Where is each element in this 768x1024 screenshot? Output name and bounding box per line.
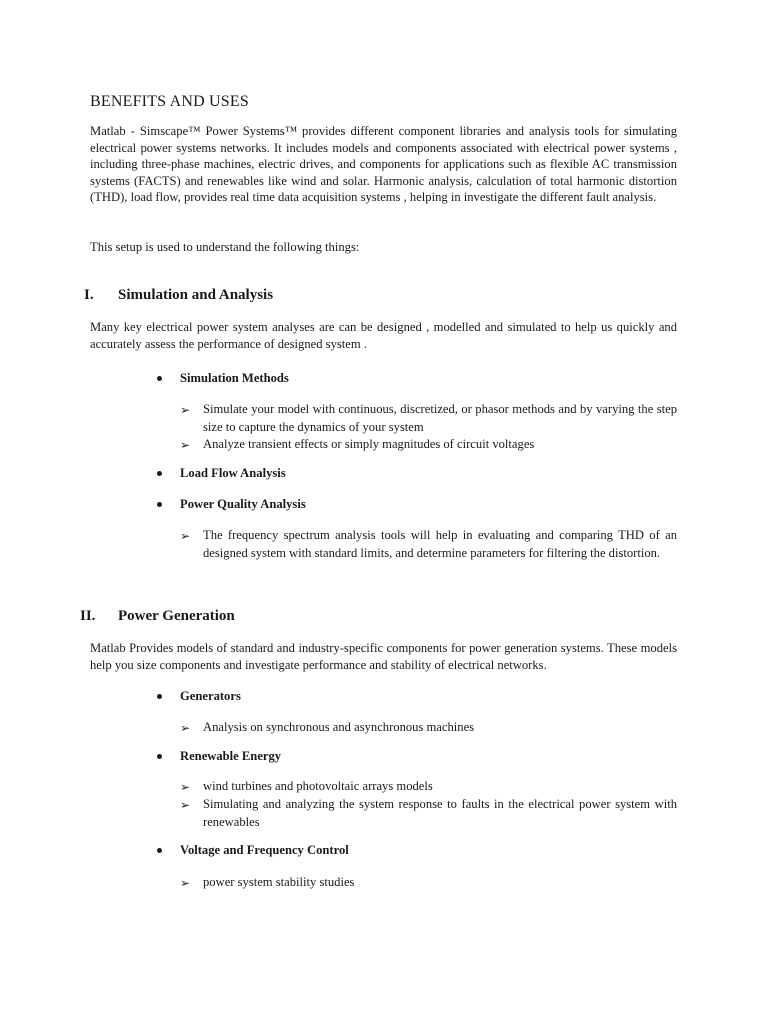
arrow-bullet-icon: ➢ [180, 721, 191, 735]
bullet-dot-icon [157, 694, 162, 699]
sub-item-text: Analyze transient effects or simply magnitudes of circuit voltages [203, 437, 535, 451]
bullet-label: Simulation Methods [180, 371, 289, 385]
sub-item-text: Simulating and analyzing the system response to faults in the electrical power system with renewables [203, 797, 677, 829]
bullet-label: Power Quality Analysis [180, 497, 306, 511]
bullet-label: Renewable Energy [180, 749, 282, 763]
sub-item [180, 796, 677, 831]
sub-item [180, 874, 677, 892]
setup-line: This setup is used to understand the following things: [90, 240, 360, 254]
section-description: Many key electrical power system analyses are can be designed , modelled and simulated to help us quickly and accurately assess the performance of designed system . [90, 320, 677, 351]
sub-item [180, 436, 677, 454]
intro-paragraph: Matlab - Simscape™ Power Systems™ provides different component libraries and analysis tools for simulating electrical power systems networks. It includes models and components associated with electrical power systems , including three-phase machines, electric drives, and components for applications such as flexible AC transmission systems (FACTS) and renewables like wind and solar. Harmonic analysis, calculation of total harmonic distortion (THD), load flow, provides real time data acquisition systems , helping in investigate the different fault analysis. [90, 124, 677, 204]
bullet-label: Generators [180, 689, 241, 703]
sub-item [180, 778, 677, 796]
section-title: Power Generation [118, 608, 235, 624]
bullet-dot-icon [157, 502, 162, 507]
section-number: I. [84, 287, 94, 303]
sub-item-text: Analysis on synchronous and asynchronous machines [203, 720, 475, 734]
document-title: BENEFITS AND USES [90, 93, 249, 110]
arrow-bullet-icon: ➢ [180, 780, 191, 794]
sub-item-text: power system stability studies [203, 875, 355, 889]
section-description: Matlab Provides models of standard and industry-specific components for power generation systems. These models help you size components and investigate performance and stability of electrical networks. [90, 641, 677, 672]
bullet-dot-icon [157, 848, 162, 853]
sub-item [180, 401, 677, 436]
sub-item-text: Simulate your model with continuous, discretized, or phasor methods and by varying the step size to capture the dynamics of your system [203, 402, 677, 434]
arrow-bullet-icon: ➢ [180, 529, 191, 543]
bullet-label: Load Flow Analysis [180, 466, 286, 480]
sub-item-text: The frequency spectrum analysis tools will help in evaluating and comparing THD of an designed system with standard limits, and determine parameters for filtering the distortion. [203, 528, 677, 560]
sub-item [180, 719, 677, 737]
sub-item-text: wind turbines and photovoltaic arrays models [203, 779, 433, 793]
sub-item [180, 527, 677, 562]
bullet-label: Voltage and Frequency Control [180, 843, 349, 857]
arrow-bullet-icon: ➢ [180, 438, 191, 452]
bullet-dot-icon [157, 754, 162, 759]
arrow-bullet-icon: ➢ [180, 798, 191, 812]
section-title: Simulation and Analysis [118, 287, 274, 303]
arrow-bullet-icon: ➢ [180, 403, 191, 417]
bullet-dot-icon [157, 471, 162, 476]
section-number: II. [80, 608, 96, 624]
arrow-bullet-icon: ➢ [180, 876, 191, 890]
bullet-dot-icon [157, 376, 162, 381]
